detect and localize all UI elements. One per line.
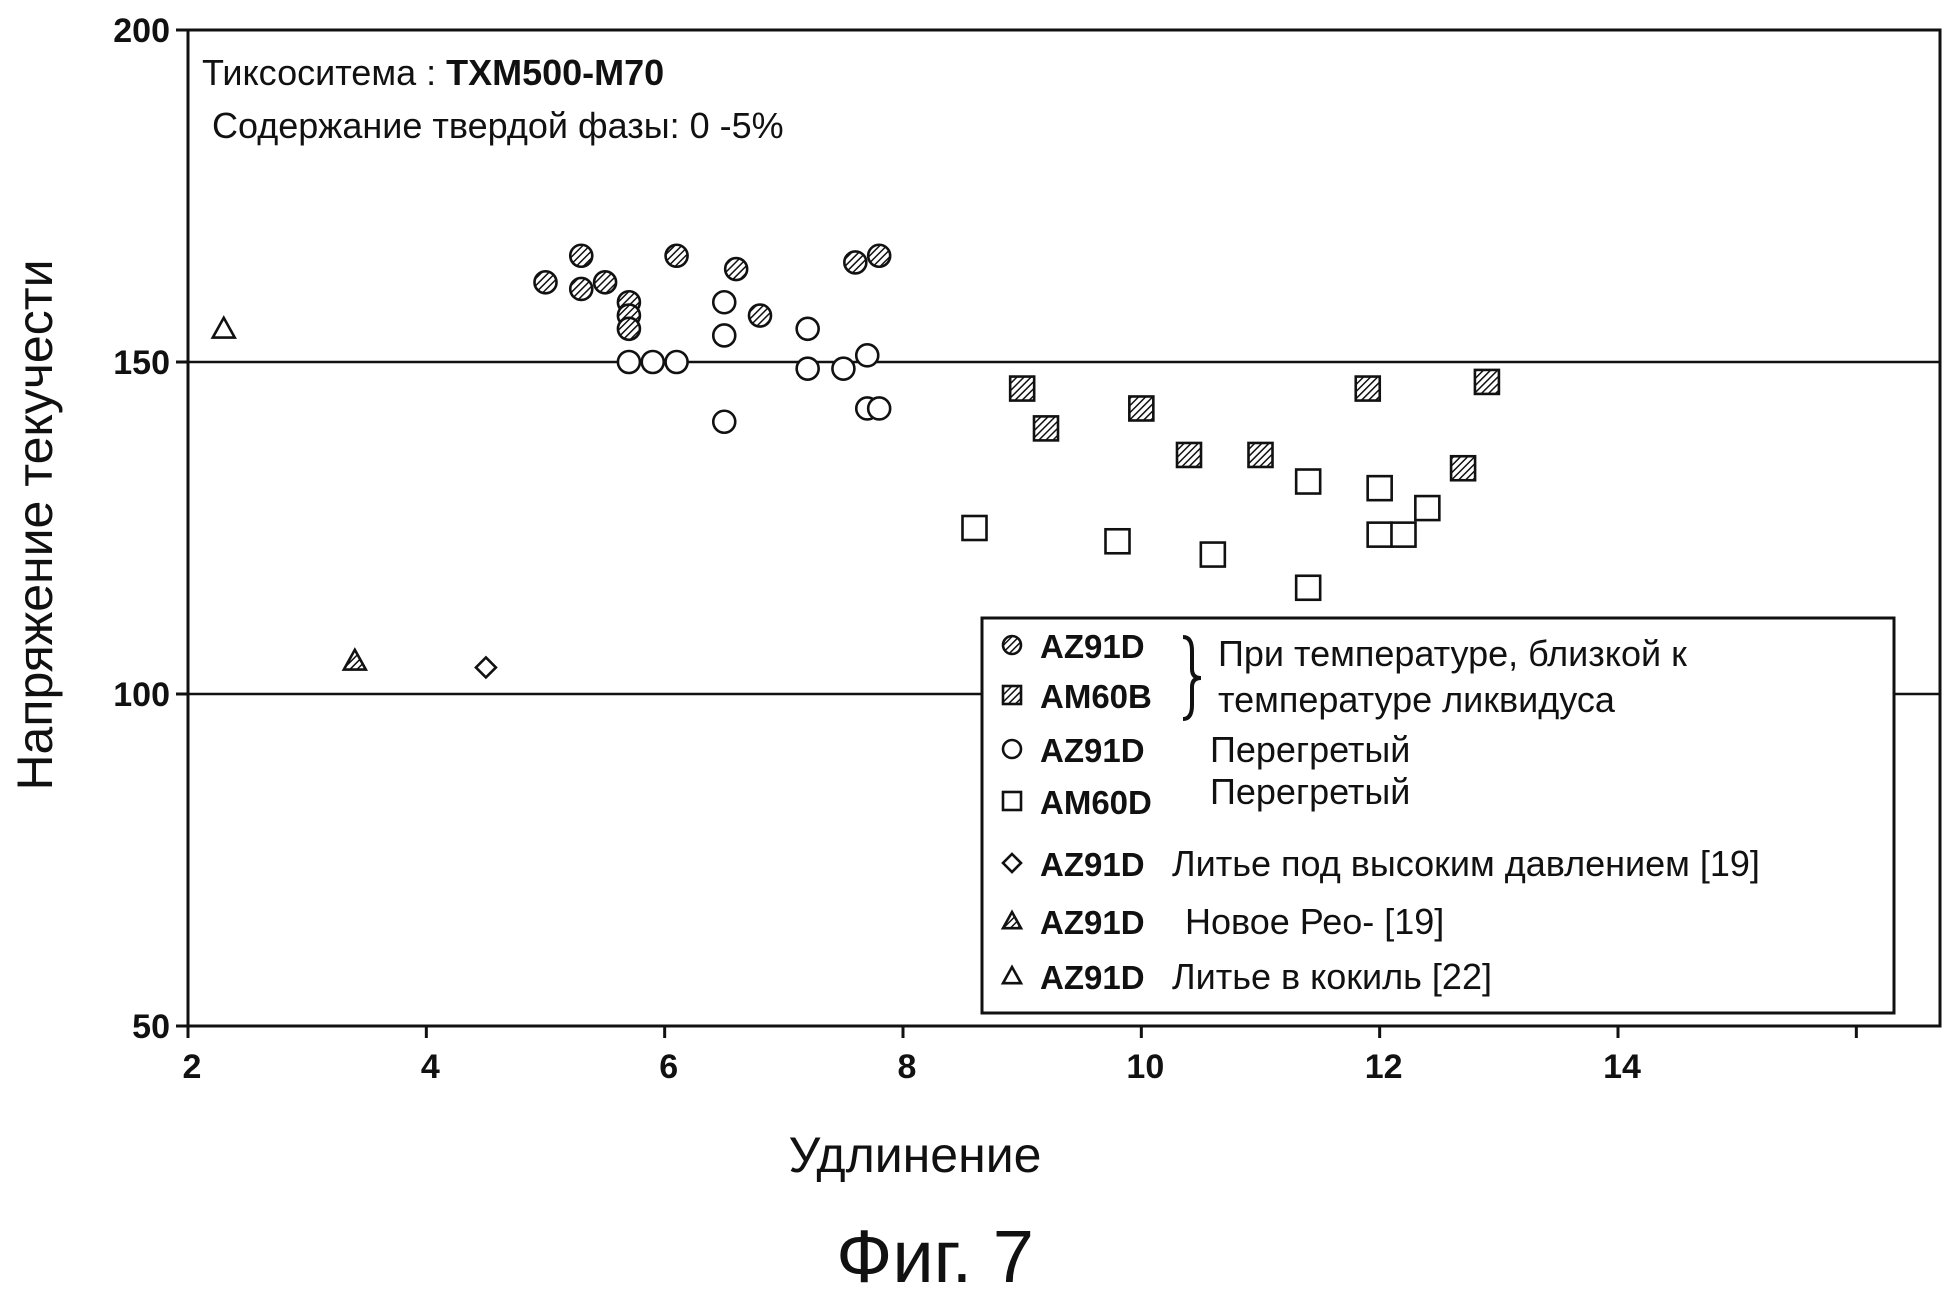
point-circle-hatched-0-10 xyxy=(844,251,866,273)
legend-group-note-line1: При температуре, близкой к xyxy=(1218,633,1687,674)
legend-alloy-5: AZ91D xyxy=(1040,904,1145,941)
annotation-line1: Тиксоситема : TXM500-M70 xyxy=(202,52,665,93)
legend-alloy-4: AZ91D xyxy=(1040,846,1145,883)
legend-desc-5: Новое Рео- [19] xyxy=(1185,901,1445,942)
point-circle-open-2-1 xyxy=(642,351,664,373)
x-tick-label-12: 12 xyxy=(1364,1048,1403,1086)
point-circle-open-2-9 xyxy=(856,344,878,366)
y-axis-title: Напряжение текучести xyxy=(7,259,63,791)
x-tick-label-2: 2 xyxy=(182,1048,202,1086)
y-tick-label-50: 50 xyxy=(132,1008,170,1046)
x-axis-title: Удлинение xyxy=(788,1127,1042,1183)
point-square-hatched-1-0 xyxy=(1010,377,1034,401)
point-circle-open-2-11 xyxy=(868,397,890,419)
legend-marker-2 xyxy=(1003,740,1021,758)
point-square-open-3-8 xyxy=(1415,496,1439,520)
data-points xyxy=(213,245,1499,678)
point-square-hatched-1-5 xyxy=(1356,377,1380,401)
legend-alloy-2: AZ91D xyxy=(1040,732,1145,769)
legend-marker-3 xyxy=(1003,792,1021,810)
x-tick-label-4: 4 xyxy=(420,1048,440,1086)
point-square-hatched-1-2 xyxy=(1129,396,1153,420)
point-square-open-3-5 xyxy=(1368,476,1392,500)
point-square-open-3-0 xyxy=(963,516,987,540)
x-tick-label-8: 8 xyxy=(897,1048,917,1086)
point-square-open-3-1 xyxy=(1106,529,1130,553)
point-circle-open-2-6 xyxy=(797,318,819,340)
point-square-hatched-1-7 xyxy=(1475,370,1499,394)
legend-alloy-1: AM60B xyxy=(1040,678,1152,715)
x-tick-label-6: 6 xyxy=(659,1048,679,1086)
point-circle-hatched-0-11 xyxy=(868,245,890,267)
legend-desc-2: Перегретый xyxy=(1210,729,1411,770)
point-circle-hatched-0-6 xyxy=(618,318,640,340)
point-circle-open-2-4 xyxy=(713,324,735,346)
legend-desc-3: Перегретый xyxy=(1210,771,1411,812)
point-circle-open-2-0 xyxy=(618,351,640,373)
point-square-hatched-1-4 xyxy=(1249,443,1273,467)
point-circle-hatched-0-0 xyxy=(535,271,557,293)
point-circle-hatched-0-1 xyxy=(570,245,592,267)
legend-group-note-line2: температуре ликвидуса xyxy=(1218,679,1615,720)
point-circle-open-2-2 xyxy=(666,351,688,373)
y-tick-label-100: 100 xyxy=(113,676,170,714)
legend-alloy-3: AM60D xyxy=(1040,784,1152,821)
point-circle-open-2-3 xyxy=(713,291,735,313)
x-tick-label-14: 14 xyxy=(1603,1048,1641,1086)
legend-desc-4: Литье под высоким давлением [19] xyxy=(1172,843,1760,884)
point-square-hatched-1-1 xyxy=(1034,416,1058,440)
y-tick-label-150: 150 xyxy=(113,344,170,382)
point-diamond-open-4-0 xyxy=(476,657,496,677)
point-circle-hatched-0-7 xyxy=(666,245,688,267)
legend-marker-0 xyxy=(1003,636,1021,654)
y-tick-label-200: 200 xyxy=(113,12,170,50)
point-circle-hatched-0-9 xyxy=(749,305,771,327)
point-square-open-3-2 xyxy=(1201,543,1225,567)
point-square-open-3-7 xyxy=(1392,523,1416,547)
point-triangle-open-6-0 xyxy=(213,318,235,338)
point-square-hatched-1-3 xyxy=(1177,443,1201,467)
legend-alloy-0: AZ91D xyxy=(1040,628,1145,665)
point-square-hatched-1-6 xyxy=(1451,456,1475,480)
legend-marker-1 xyxy=(1003,686,1021,704)
legend-alloy-6: AZ91D xyxy=(1040,959,1145,996)
point-circle-hatched-0-3 xyxy=(594,271,616,293)
point-triangle-hatched-5-0 xyxy=(344,650,366,670)
legend-desc-6: Литье в кокиль [22] xyxy=(1172,956,1492,997)
figure-caption: Фиг. 7 xyxy=(836,1215,1034,1294)
point-circle-hatched-0-8 xyxy=(725,258,747,280)
x-tick-label-10: 10 xyxy=(1126,1048,1165,1086)
point-square-open-3-3 xyxy=(1296,470,1320,494)
point-circle-open-2-5 xyxy=(713,411,735,433)
point-square-open-3-6 xyxy=(1368,523,1392,547)
point-circle-hatched-0-2 xyxy=(570,278,592,300)
annotation-line2: Содержание твердой фазы: 0 -5% xyxy=(212,105,784,146)
point-square-open-3-4 xyxy=(1296,576,1320,600)
point-circle-open-2-7 xyxy=(797,358,819,380)
point-circle-open-2-8 xyxy=(832,358,854,380)
legend xyxy=(982,618,1894,1013)
